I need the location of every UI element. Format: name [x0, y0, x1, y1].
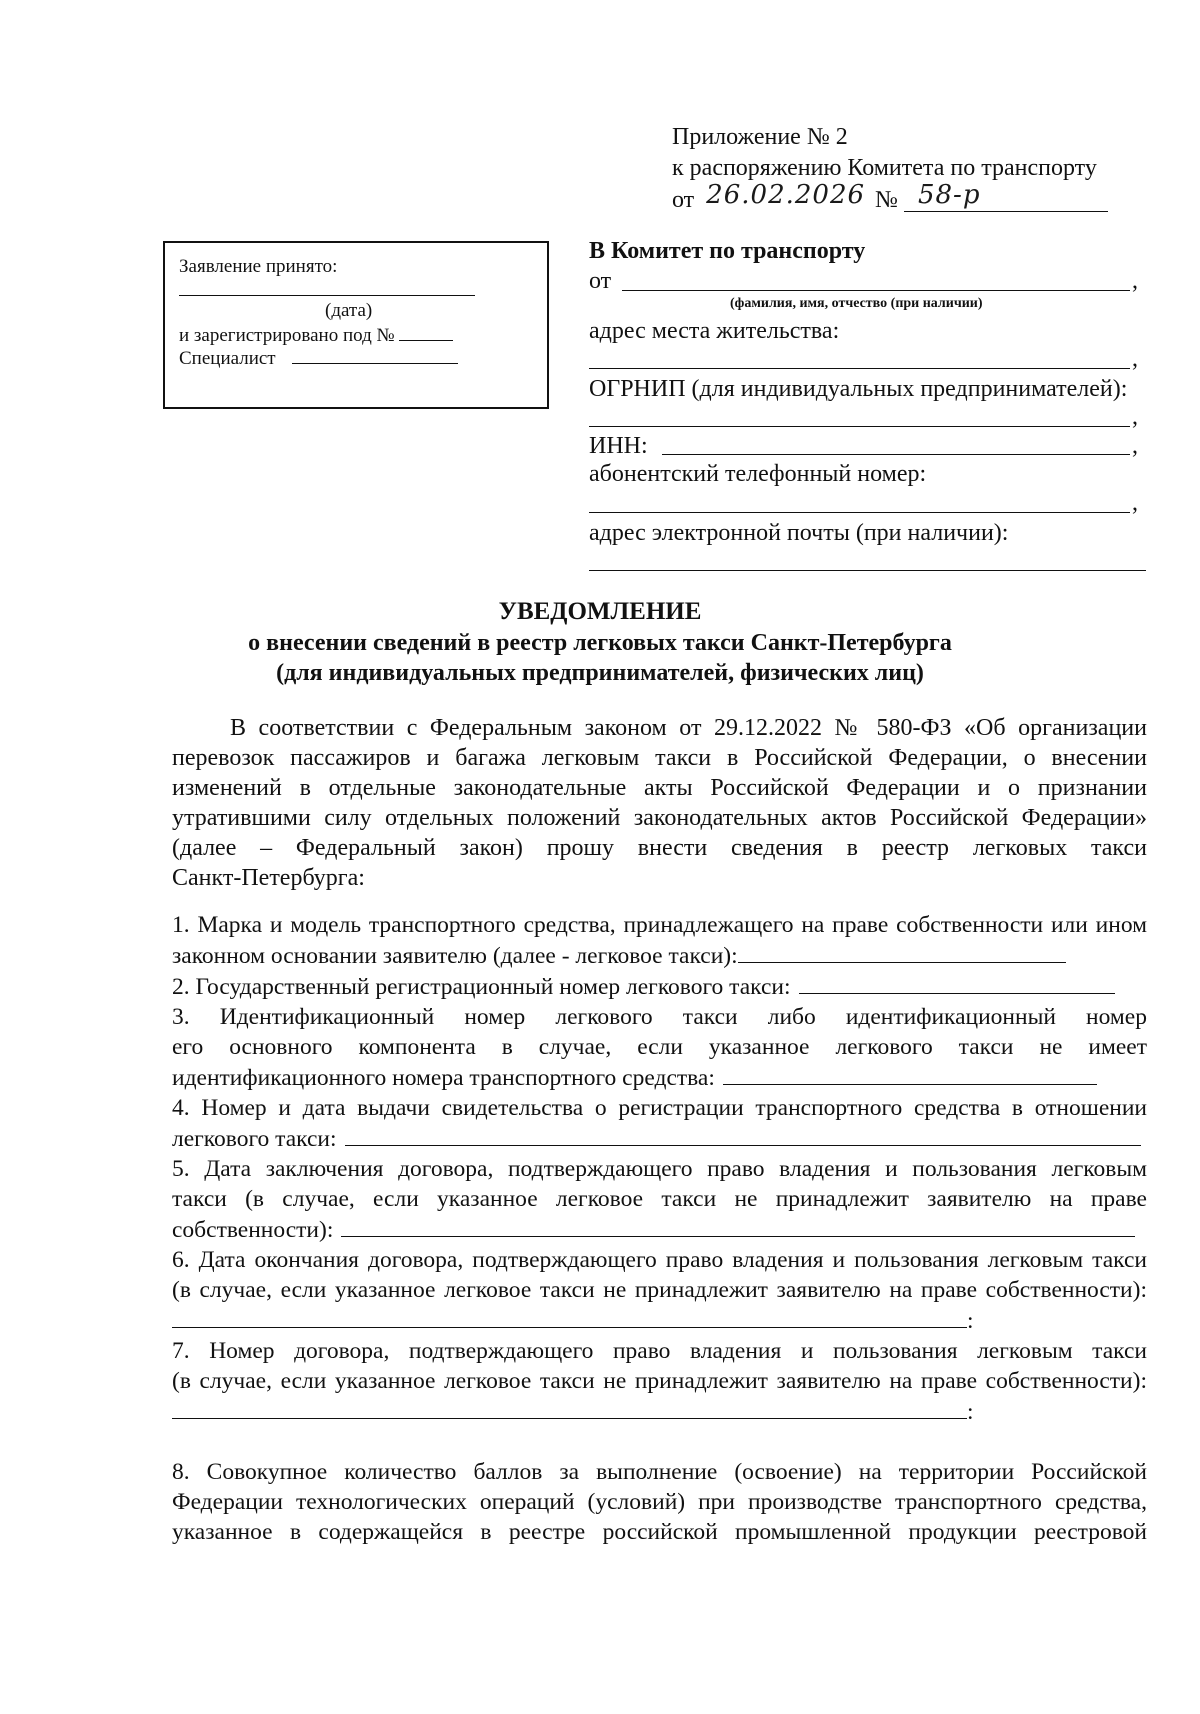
- item-2-field: [799, 971, 1115, 994]
- item-8-line-2: Федерации технологических операций (условий) при производстве транспортного средства,: [172, 1489, 1147, 1515]
- stamp-accepted: Заявление принято:: [179, 256, 338, 277]
- item-4-label: легкового такси:: [172, 1126, 337, 1152]
- items-list: [172, 910, 1147, 1547]
- email-label: адрес электронной почты (при наличии):: [589, 520, 1009, 546]
- annex-line-2: к распоряжению Комитета по транспорту: [672, 155, 1097, 181]
- comma: ,: [1132, 346, 1138, 372]
- stamp-registered-line: [399, 322, 453, 341]
- annex-number-label: №: [875, 187, 898, 213]
- stamp-date-caption: (дата): [325, 300, 373, 321]
- intro-line-1: [172, 713, 1147, 743]
- inn-label: ИНН:: [589, 433, 648, 459]
- item-1-line-1: 1. Марка и модель транспортного средства, принадлежащего на праве собственности или ином: [172, 912, 1147, 938]
- item-2: [172, 971, 1147, 1002]
- item-5-label: собственности):: [172, 1217, 334, 1243]
- item-4-field: [345, 1123, 1141, 1146]
- item-3-line-2: его основного компонента в случае, если указанное легкового такси не имеет: [172, 1034, 1147, 1060]
- intro-line-2: перевозок пассажиров и багажа легковым такси в Российской Федерации, о внесении: [172, 745, 1147, 771]
- annex-number-handwritten: 58-р: [904, 180, 1108, 212]
- notice-title: УВЕДОМЛЕНИЕ: [498, 598, 702, 625]
- item-5-field: [341, 1214, 1135, 1237]
- comma: ,: [1132, 490, 1138, 516]
- addressee-name-line: [622, 290, 1130, 291]
- item-3-line-3: [172, 1062, 1147, 1093]
- addressee-to: В Комитет по транспорту: [589, 238, 866, 264]
- acceptance-stamp-box: [163, 241, 549, 409]
- ogrnip-label: ОГРНИП (для индивидуальных предпринимателей):: [589, 376, 1128, 402]
- notice-subtitle-1: о внесении сведений в реестр легковых такси Санкт-Петербурга: [248, 630, 952, 656]
- annex-line-1: Приложение № 2: [672, 124, 848, 150]
- item-6-line-2: (в случае, если указанное легковое такси не принадлежит заявителю на праве собственности):: [172, 1277, 1147, 1303]
- stamp-specialist-line: [292, 347, 458, 364]
- address-label: адрес места жительства:: [589, 318, 840, 344]
- item-1-line-2: [172, 940, 1147, 971]
- stamp-specialist: [179, 346, 458, 371]
- item-3-label: идентификационного номера транспортного средства:: [172, 1065, 715, 1091]
- phone-line: [589, 512, 1130, 513]
- intro-line-3: изменений в отдельные законодательные акты Российской Федерации и о признании: [172, 775, 1147, 801]
- item-6-line-3: [172, 1305, 1147, 1336]
- intro-line-6: Санкт-Петербурга:: [172, 865, 365, 891]
- annex-line-3: [672, 180, 1108, 216]
- comma: ,: [1132, 268, 1138, 294]
- intro-line-4: утратившими силу отдельных положений законодательных актов Российской Федерации»: [172, 805, 1147, 831]
- item-7-line-3: [172, 1396, 1147, 1427]
- notice-subtitle-2: (для индивидуальных предпринимателей, физических лиц): [276, 660, 924, 686]
- intro-line-5: (далее – Федеральный закон) прошу внести сведения в реестр легковых такси: [172, 835, 1147, 861]
- annex-date-handwritten: 26.02.2026: [706, 180, 866, 210]
- item-1-field: [738, 940, 1066, 963]
- intro-line-1-text: В соответствии с Федеральным законом от 29.12.2022 № 580-ФЗ «Об организации: [230, 715, 1147, 741]
- item-7-field: [172, 1396, 967, 1419]
- item-3-line-1: 3. Идентификационный номер легкового такси либо идентификационный номер: [172, 1004, 1147, 1030]
- item-4-line-1: 4. Номер и дата выдачи свидетельства о регистрации транспортного средства в отношении: [172, 1095, 1147, 1121]
- comma: ,: [1132, 433, 1138, 459]
- stamp-registered: [179, 322, 453, 348]
- annex-from-label: от: [672, 187, 695, 213]
- item-2-label: 2. Государственный регистрационный номер легкового такси:: [172, 974, 791, 1000]
- addressee-name-caption: (фамилия, имя, отчество (при наличии): [730, 296, 983, 311]
- email-line: [589, 570, 1146, 571]
- ogrnip-line: [589, 426, 1130, 427]
- item-7-line-1: 7. Номер договора, подтверждающего право владения и пользования легковым такси: [172, 1338, 1147, 1364]
- address-line: [589, 368, 1130, 369]
- item-7-line-2: (в случае, если указанное легковое такси не принадлежит заявителю на праве собственности):: [172, 1368, 1147, 1394]
- item-5-line-1: 5. Дата заключения договора, подтверждающего право владения и пользования легковым: [172, 1156, 1147, 1182]
- intro-paragraph: [172, 713, 1147, 893]
- stamp-specialist-label: Специалист: [179, 348, 276, 369]
- item-4-line-2: [172, 1123, 1147, 1154]
- colon: :: [967, 1399, 974, 1425]
- item-3-field: [723, 1062, 1097, 1085]
- addressee-from-label: от: [589, 268, 612, 294]
- stamp-registered-label: и зарегистрировано под №: [179, 325, 395, 346]
- item-6-line-1: 6. Дата окончания договора, подтверждающего право владения и пользования легковым такси: [172, 1247, 1147, 1273]
- colon: :: [967, 1308, 974, 1334]
- phone-label: абонентский телефонный номер:: [589, 461, 927, 487]
- item-6-field: [172, 1305, 967, 1328]
- inn-line: [662, 454, 1130, 455]
- item-5-line-3: [172, 1214, 1147, 1245]
- item-8-line-3: указанное в содержащейся в реестре российской промышленной продукции реестровой: [172, 1519, 1147, 1545]
- item-5-line-2: такси (в случае, если указанное легковое такси не принадлежит заявителю на праве: [172, 1186, 1147, 1212]
- item-1-label: законном основании заявителю (далее - легковое такси):: [172, 943, 738, 969]
- item-8-line-1: 8. Совокупное количество баллов за выполнение (освоение) на территории Российской: [172, 1459, 1147, 1485]
- comma: ,: [1132, 404, 1138, 430]
- stamp-date-line: [179, 295, 475, 296]
